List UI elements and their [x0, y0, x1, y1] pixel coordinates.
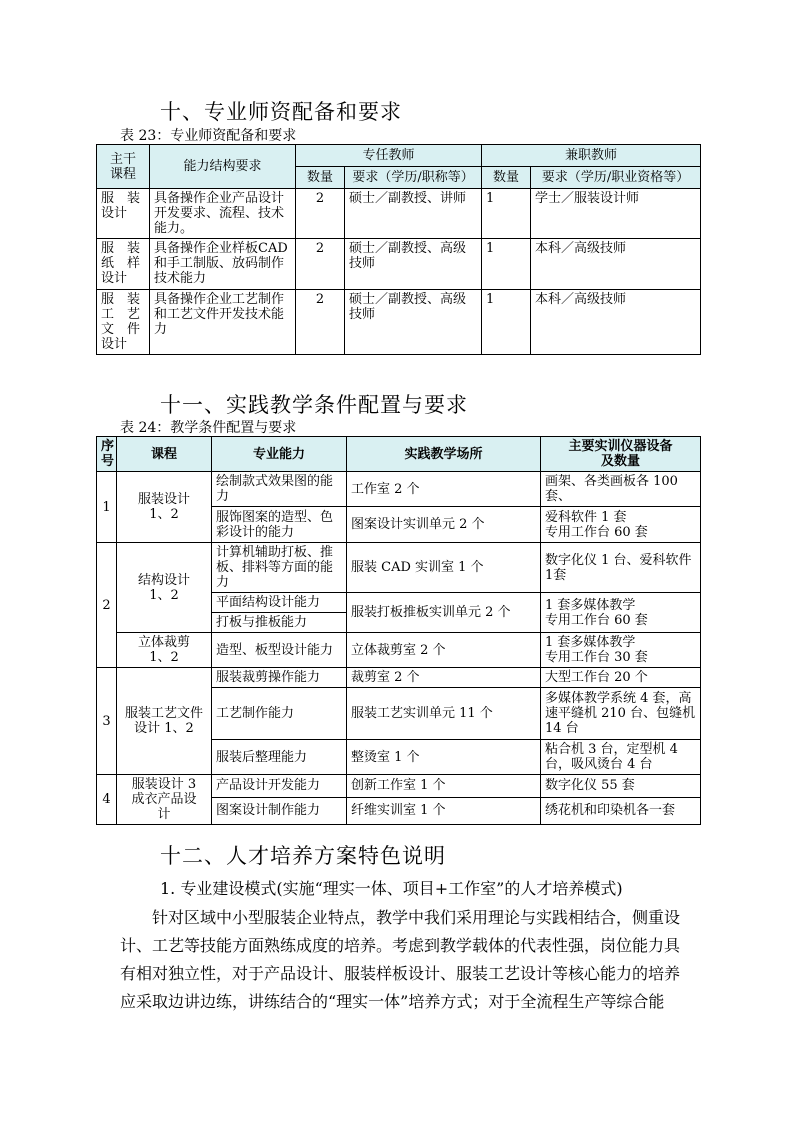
course-cell: 结构设计 1、2 [117, 543, 212, 633]
header-parttime: 兼职教师 [482, 145, 701, 167]
section-12-heading: 十二、人才培养方案特色说明 [160, 844, 446, 868]
paragraph-line: 应采取边讲边练，讲练结合的“理实一体”培养方式；对于全流程生产等综合能 [120, 992, 665, 1011]
table-24 [96, 436, 701, 825]
ability-cell: 具备操作企业样板CAD和手工制版、放码制作技术能力 [150, 239, 296, 290]
ft-req-cell: 硕士／副教授、高级技师 [345, 239, 482, 290]
pt-req-cell: 学士／服装设计师 [531, 189, 701, 239]
table-row [97, 290, 701, 355]
equipment-cell: 绣花机和印染机各一套 [541, 797, 701, 824]
header-ability: 专业能力 [212, 437, 347, 472]
ability-cell: 造型、板型设计能力 [212, 633, 347, 668]
ft-count-cell: 2 [296, 290, 345, 355]
header-ft-req: 要求（学历/职称等） [345, 167, 482, 189]
pt-req-cell: 本科／高级技师 [531, 239, 701, 290]
ability-cell: 服装裁剪操作能力 [212, 668, 347, 688]
table-row [97, 668, 701, 688]
equipment-cell: 爱科软件 1 套 专用工作台 60 套 [541, 507, 701, 543]
header-site: 实践教学场所 [347, 437, 541, 472]
no-cell: 3 [97, 668, 117, 775]
ability-cell: 绘制款式效果图的能力 [212, 472, 347, 507]
ability-cell: 计算机辅助打板、推板、排料等方面的能力 [212, 543, 347, 593]
paragraph-line: 针对区域中小型服装企业特点，教学中我们采用理论与实践相结合，侧重设 [120, 908, 681, 927]
table-row [97, 239, 701, 290]
ability-cell: 具备操作企业工艺制作和工艺文件开发技术能力 [150, 290, 296, 355]
no-cell: 4 [97, 775, 117, 825]
course-cell: 立体裁剪 1、2 [117, 633, 212, 668]
ft-req-cell: 硕士／副教授、讲师 [345, 189, 482, 239]
course-cell: 服装设计 3 成衣产品设 计 [117, 775, 212, 825]
site-cell: 图案设计实训单元 2 个 [347, 507, 541, 543]
paragraph-line: 有相对独立性，对于产品设计、服装样板设计、服装工艺设计等核心能力的培养 [120, 964, 681, 983]
site-cell: 服装打板推板实训单元 2 个 [347, 593, 541, 633]
no-cell: 1 [97, 472, 117, 543]
pt-req-cell: 本科／高级技师 [531, 290, 701, 355]
table-row [97, 189, 701, 239]
ability-cell: 具备操作企业产品设计开发要求、流程、技术能力。 [150, 189, 296, 239]
ft-req-cell: 硕士／副教授、高级技师 [345, 290, 482, 355]
equipment-cell: 画架、各类画板各 100 套、 [541, 472, 701, 507]
table-23-caption: 表 23：专业师资配备和要求 [120, 128, 297, 144]
site-cell: 纤维实训室 1 个 [347, 797, 541, 824]
header-no: 序 号 [97, 437, 117, 472]
equipment-cell: 1 套多媒体教学 专用工作台 30 套 [541, 633, 701, 668]
table-row [97, 472, 701, 507]
equipment-cell: 数字化仪 1 台、爱科软件 1套 [541, 543, 701, 593]
course-cell: 服装设计 1、2 [117, 472, 212, 543]
site-cell: 立体裁剪室 2 个 [347, 633, 541, 668]
course-cell: 服装工艺文件设计 1、2 [117, 668, 212, 775]
site-cell: 服装 CAD 实训室 1 个 [347, 543, 541, 593]
header-course: 课程 [117, 437, 212, 472]
equipment-cell: 大型工作台 20 个 [541, 668, 701, 688]
section-12-subheading: 1. 专业建设模式(实施“理实一体、项目+工作室”的人才培养模式) [160, 879, 623, 898]
ft-count-cell: 2 [296, 189, 345, 239]
ft-count-cell: 2 [296, 239, 345, 290]
body-paragraph [120, 904, 680, 1016]
site-cell: 工作室 2 个 [347, 472, 541, 507]
equipment-cell: 粘合机 3 台，定型机 4 台，吸风烫台 4 台 [541, 740, 701, 775]
pt-count-cell: 1 [482, 290, 531, 355]
table-row [97, 775, 701, 798]
equipment-cell: 多媒体教学系统 4 套，高速平缝机 210 台、包缝机 14 台 [541, 688, 701, 740]
header-equipment: 主要实训仪器设备 及数量 [541, 437, 701, 472]
site-cell: 裁剪室 2 个 [347, 668, 541, 688]
ability-cell: 图案设计制作能力 [212, 797, 347, 824]
ability-cell: 平面结构设计能力 [212, 593, 347, 613]
equipment-cell: 数字化仪 55 套 [541, 775, 701, 798]
header-ability: 能力结构要求 [150, 145, 296, 189]
header-ft-count: 数量 [296, 167, 345, 189]
table-row [97, 543, 701, 593]
paragraph-line: 计、工艺等技能方面熟练成度的培养。考虑到教学载体的代表性强，岗位能力具 [120, 936, 681, 955]
header-pt-count: 数量 [482, 167, 531, 189]
header-pt-req: 要求（学历/职业资格等） [531, 167, 701, 189]
course-cell: 服 装 设计 [97, 189, 150, 239]
ability-cell: 产品设计开发能力 [212, 775, 347, 798]
site-cell: 创新工作室 1 个 [347, 775, 541, 798]
ability-cell: 服饰图案的造型、色彩设计的能力 [212, 507, 347, 543]
table-24-caption: 表 24：教学条件配置与要求 [120, 420, 297, 436]
course-cell: 服 装 工 艺 文 件 设计 [97, 290, 150, 355]
equipment-cell: 1 套多媒体教学 专用工作台 60 套 [541, 593, 701, 633]
ability-cell: 工艺制作能力 [212, 688, 347, 740]
header-fulltime: 专任教师 [296, 145, 482, 167]
site-cell: 整烫室 1 个 [347, 740, 541, 775]
pt-count-cell: 1 [482, 189, 531, 239]
site-cell: 服装工艺实训单元 11 个 [347, 688, 541, 740]
course-cell: 服 装 纸 样 设计 [97, 239, 150, 290]
ability-cell: 打板与推板能力 [212, 613, 347, 633]
table-row [97, 633, 701, 668]
pt-count-cell: 1 [482, 239, 531, 290]
table-23 [96, 144, 701, 355]
ability-cell: 服装后整理能力 [212, 740, 347, 775]
section-10-heading: 十、专业师资配备和要求 [160, 100, 402, 124]
no-cell: 2 [97, 543, 117, 668]
section-11-heading: 十一、实践教学条件配置与要求 [160, 393, 468, 417]
header-course: 主干 课程 [97, 145, 150, 189]
